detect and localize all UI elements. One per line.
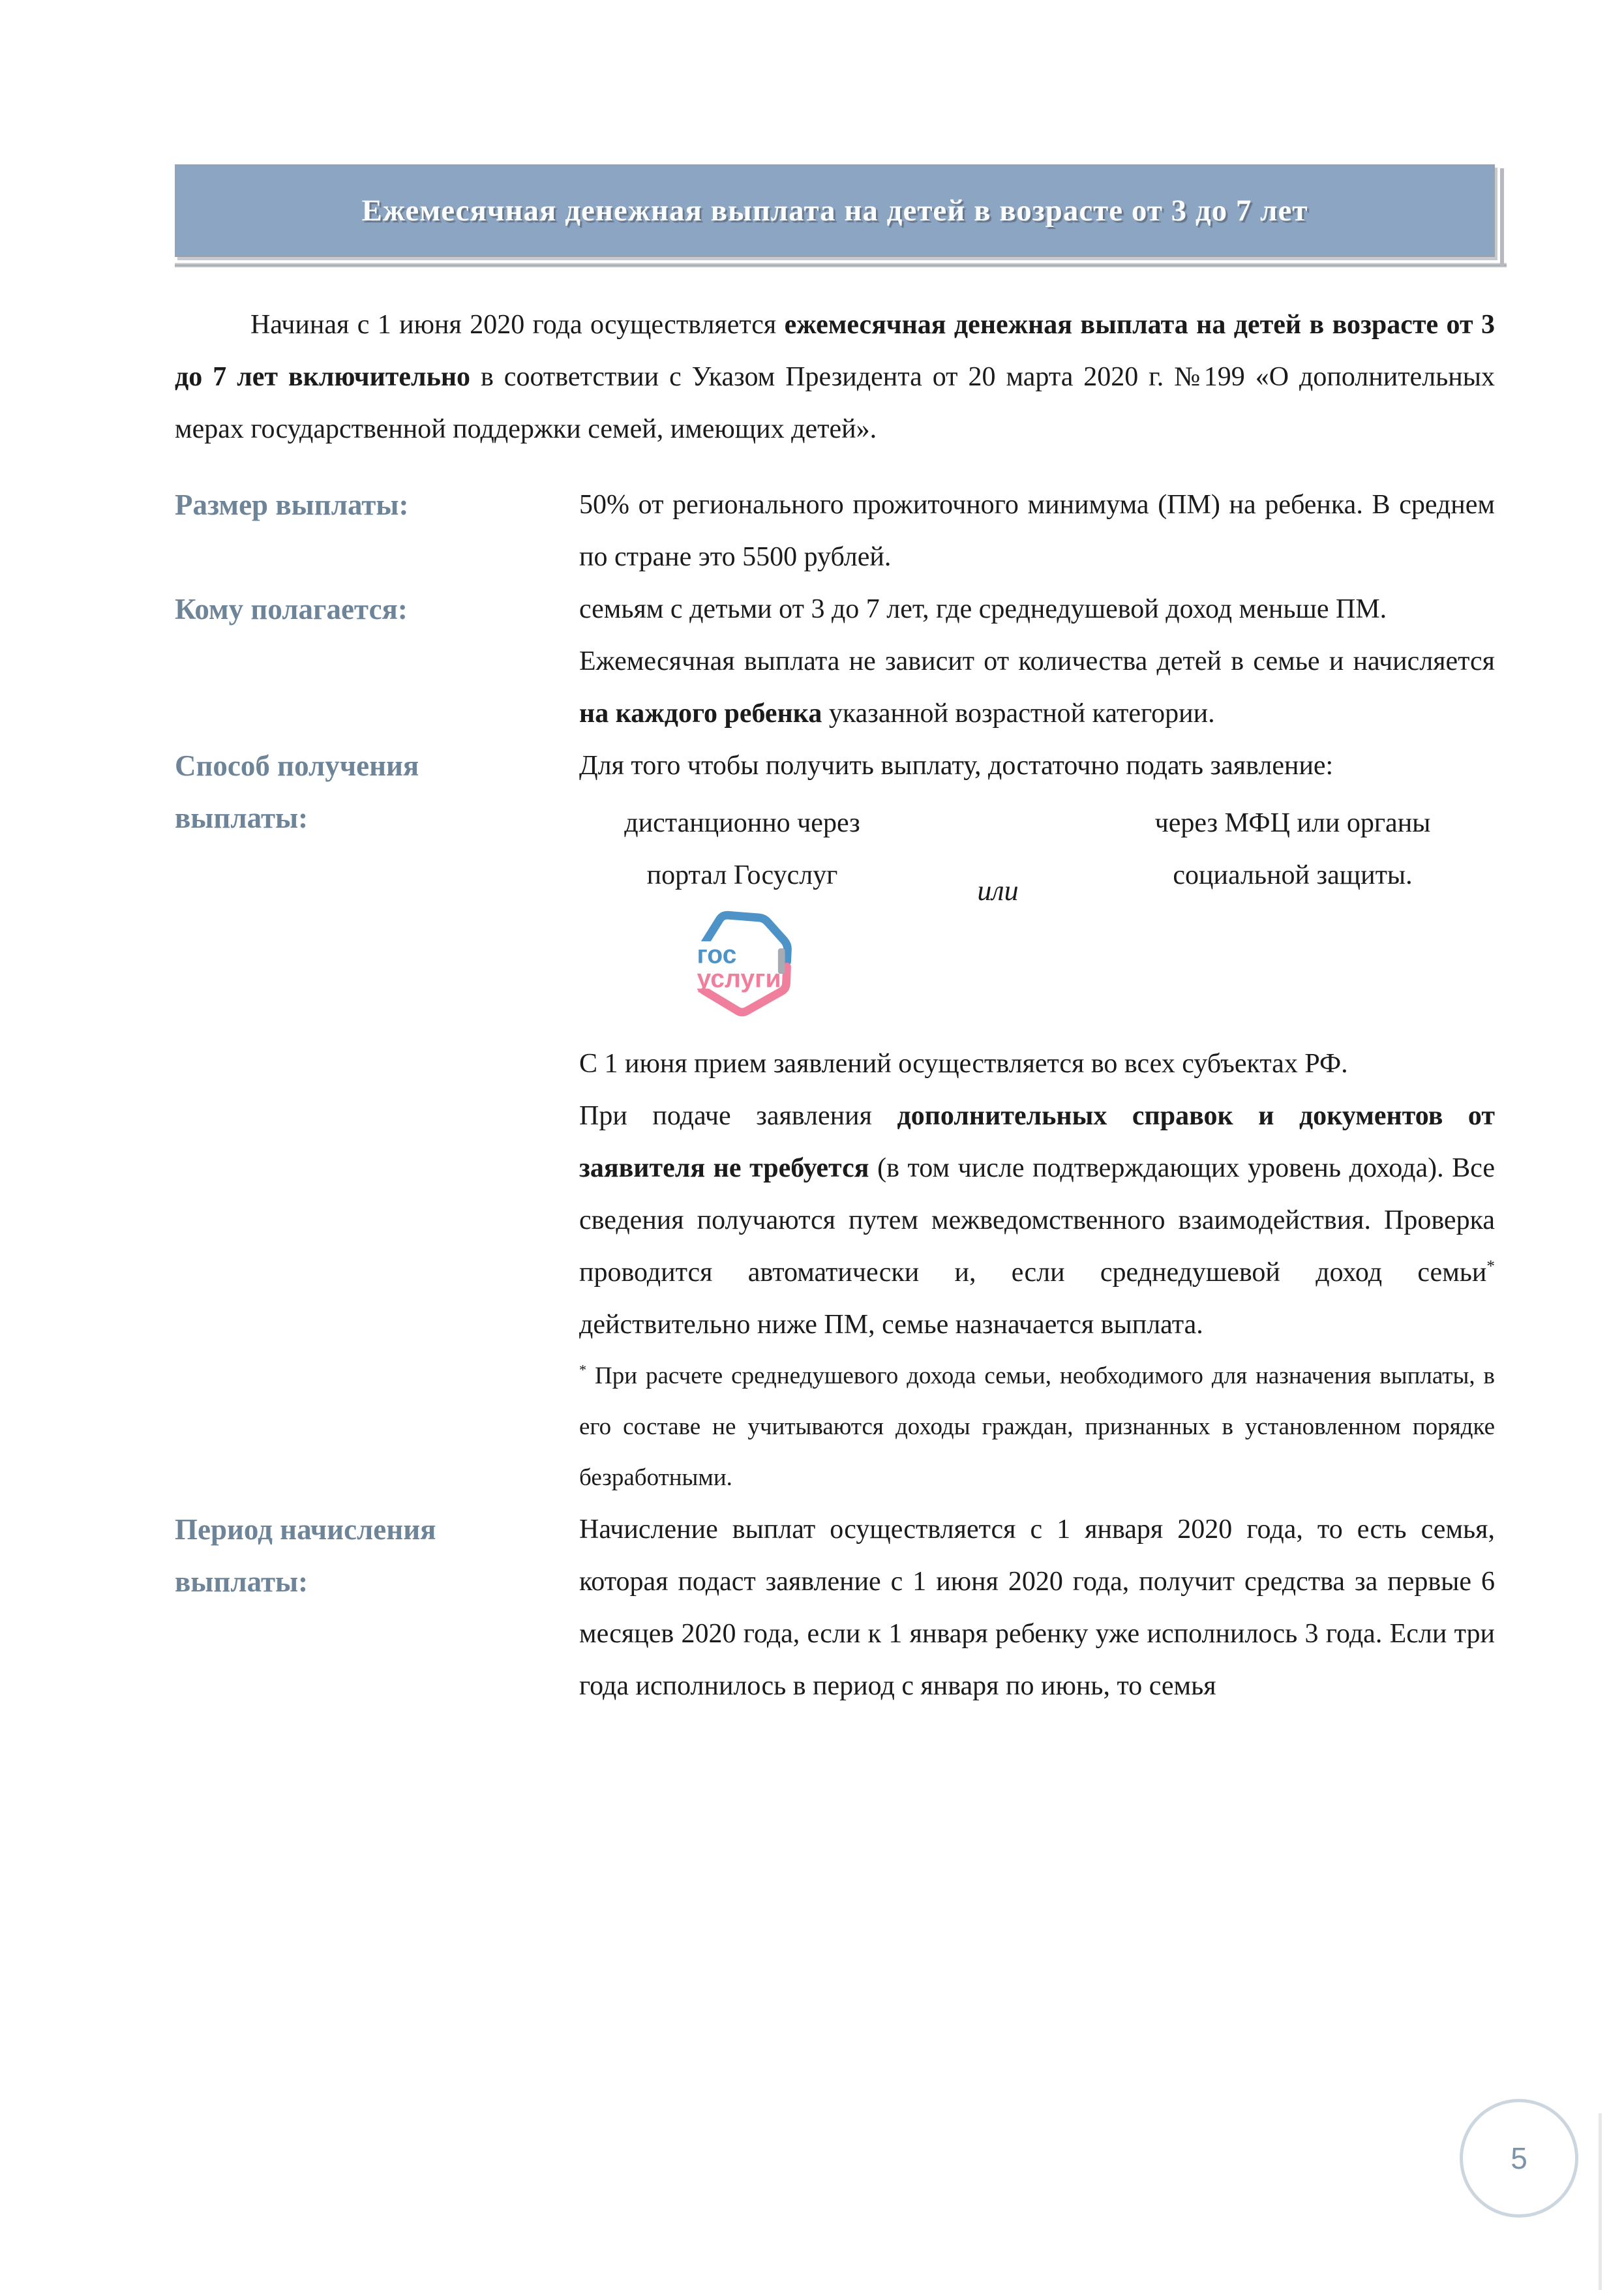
options-separator: или [977,875,1019,907]
info-rows [175,479,1495,1712]
method-text: Для того чтобы получить выплату, достаточно подать заявление: [579,751,1334,781]
payment-size-value: 50% от регионального прожиточного минимума (ПМ) на ребенка. В среднем по стране это 5500 рублей. [579,490,1495,572]
period-label: Период начисления выплаты: [175,1513,436,1598]
method-value [579,740,1495,1503]
row-method [175,740,1495,1503]
footnote-asterisk: * [579,1361,587,1378]
row-period [175,1503,1495,1712]
option-mfc [1090,797,1495,1038]
no-docs-post: действительно ниже ПМ, семье назначается выплата. [579,1310,1203,1340]
eligibility-label: Кому полагается: [175,593,408,625]
page-number-badge [1460,2099,1578,2218]
option-online-line2: портал Госуслуг [646,860,838,890]
period-value: Начисление выплат осуществляется с 1 января 2020 года, то есть семья, которая подаст заявление с 1 июня 2020 года, получит средства за первые 6 месяцев 2020 года, если к 1 января ребенку уже исполнилось 3 года. Если три года исполнилось в период с января по июнь, то семья [579,1514,1495,1701]
intro-paragraph [175,299,1495,455]
logo-text-gos: гос [697,941,737,969]
row-eligibility [175,583,1495,740]
footnote-marker: * [1486,1258,1495,1275]
intro-text-bold: ежемесячная денежная выплата на детей в возрасте от 3 до 7 лет включительно [175,310,1496,392]
coverage-text: С 1 июня прием заявлений осуществляется во всех субъектах РФ. [579,1049,1348,1079]
scan-edge-artifact [1599,2113,1602,2290]
option-online-line1: дистанционно через [624,808,860,838]
logo-text-uslugi: услуги [697,965,781,993]
eligibility-note-bold: на каждого ребенка [579,699,822,729]
gosuslugi-logo [682,908,803,1020]
logo-container [579,908,905,1038]
intro-text-post: в соответствии с Указом Президента от 20 марта 2020 г. №199 «О дополнительных мерах государственной поддержки семей, имеющих детей». [175,362,1496,444]
payment-size-label: Размер выплаты: [175,489,409,521]
method-label: Способ получения выплаты: [175,749,419,834]
footnote-paragraph [579,1351,1495,1503]
option-online [579,797,905,1038]
no-docs-paragraph [579,1090,1495,1351]
eligibility-value [579,583,1495,740]
eligibility-note-pre: Ежемесячная выплата не зависит от количества детей в семье и начисляется [579,646,1495,676]
option-mfc-line2: социальной защиты. [1173,860,1413,890]
page-title: Ежемесячная денежная выплата на детей в возрасте от 3 до 7 лет [361,194,1308,228]
option-mfc-line1: через МФЦ или органы [1154,808,1431,838]
no-docs-pre: При подаче заявления [579,1101,897,1131]
banner-underline [175,263,1507,267]
row-payment-size [175,479,1495,583]
page-number: 5 [1511,2141,1527,2175]
intro-text-pre: Начиная с 1 июня 2020 года осуществляется [250,310,785,340]
eligibility-note-post: указанной возрастной категории. [822,699,1215,729]
no-docs-bold: дополнительных справок и документов от заявителя не требуется [579,1101,1496,1183]
eligibility-text: семьям с детьми от 3 до 7 лет, где среднедушевой доход меньше ПМ. [579,594,1387,624]
eligibility-note [579,635,1495,740]
footnote-text: При расчете среднедушевого дохода семьи, необходимого для назначения выплаты, в его составе не учитываются доходы граждан, признанных в установленном порядке безработными. [579,1363,1495,1491]
application-options [579,797,1495,1038]
title-banner [175,164,1495,257]
no-docs-mid: (в том числе подтверждающих уровень дохода). Все сведения получаются путем межведомственного взаимодействия. Проверка проводится автоматически и, если среднедушевой доход семьи [579,1153,1495,1288]
banner-shadow-edge [1500,168,1504,266]
